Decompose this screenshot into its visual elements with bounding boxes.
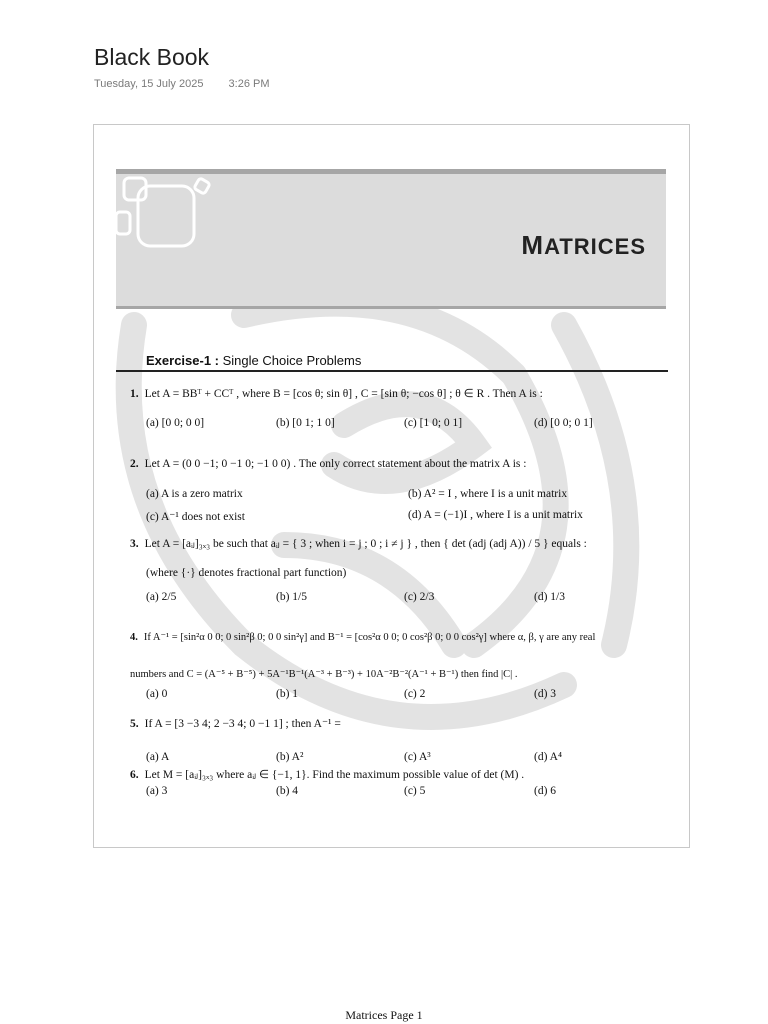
q4-option-b: (b) 1	[276, 688, 299, 700]
question-6: 6. Let M = [aᵢⱼ]₃ₓ₃ where aᵢⱼ ∈ {−1, 1}. Find the maximum possible value of det (M) .	[130, 769, 525, 781]
q4-option-c: (c) 2	[404, 688, 426, 700]
q5-option-a: (a) A	[146, 751, 170, 763]
q3-option-d: (d) 1/3	[534, 591, 565, 603]
q2-option-b: (b) A² = I , where I is a unit matrix	[408, 488, 568, 500]
question-2: 2. Let A = (0 0 −1; 0 −1 0; −1 0 0) . The only correct statement about the matrix A is :	[130, 458, 527, 470]
q1-option-c: (c) [1 0; 0 1]	[404, 417, 463, 429]
chapter-title: MATRICES	[521, 230, 646, 260]
q1-option-d: (d) [0 0; 0 1]	[534, 417, 593, 429]
q6-option-a: (a) 3	[146, 785, 168, 797]
question-3: 3. Let A = [aᵢⱼ]₃ₓ₃ be such that aᵢⱼ = { 3 ; when i = j ; 0 ; i ≠ j } , then { det (adj (adj A)) / 5 } equals :	[130, 538, 587, 550]
question-4-line-1: 4. If A⁻¹ = [sin²α 0 0; 0 sin²β 0; 0 0 sin²γ] and B⁻¹ = [cos²α 0 0; 0 cos²β 0; 0 0 cos²γ] where α, β, γ are any real	[130, 632, 596, 643]
q2-option-c: (c) A⁻¹ does not exist	[146, 511, 245, 523]
q2-option-d: (d) A = (−1)I , where I is a unit matrix	[408, 509, 583, 521]
q6-option-d: (d) 6	[534, 785, 557, 797]
q3-option-b: (b) 1/5	[276, 591, 307, 603]
note-date: Tuesday, 15 July 2025	[94, 78, 204, 90]
q3-note: (where {·} denotes fractional part function)	[146, 567, 347, 579]
q3-option-c: (c) 2/3	[404, 591, 435, 603]
q1-option-a: (a) [0 0; 0 0]	[146, 417, 205, 429]
q2-option-a: (a) A is a zero matrix	[146, 488, 243, 500]
embedded-page-image[interactable]	[93, 124, 690, 848]
q6-option-b: (b) 4	[276, 785, 299, 797]
heading-rule	[116, 370, 668, 372]
chapter-banner	[116, 169, 666, 309]
exercise-heading: Exercise-1 : Single Choice Problems	[146, 353, 362, 368]
question-4-line-2: numbers and C = (A⁻⁵ + B⁻⁵) + 5A⁻¹B⁻¹(A⁻³ + B⁻³) + 10A⁻²B⁻²(A⁻¹ + B⁻¹) then find |C| .	[130, 669, 518, 680]
note-time: 3:26 PM	[228, 78, 270, 90]
q5-option-b: (b) A²	[276, 751, 304, 763]
q5-option-c: (c) A³	[404, 751, 431, 763]
note-title[interactable]: Black Book	[94, 44, 210, 70]
q3-option-a: (a) 2/5	[146, 591, 177, 603]
banner-decoration	[116, 174, 226, 254]
q4-option-a: (a) 0	[146, 688, 168, 700]
page-footer: Matrices Page 1	[345, 1008, 423, 1022]
q6-option-c: (c) 5	[404, 785, 426, 797]
q4-option-d: (d) 3	[534, 688, 557, 700]
question-5: 5. If A = [3 −3 4; 2 −3 4; 0 −1 1] ; then A⁻¹ =	[130, 718, 341, 730]
question-1: 1. Let A = BBᵀ + CCᵀ , where B = [cos θ; sin θ] , C = [sin θ; −cos θ] ; θ ∈ R . Then A is :	[130, 388, 543, 400]
q1-option-b: (b) [0 1; 1 0]	[276, 417, 335, 429]
note-meta	[94, 78, 292, 90]
q5-option-d: (d) A⁴	[534, 751, 562, 763]
